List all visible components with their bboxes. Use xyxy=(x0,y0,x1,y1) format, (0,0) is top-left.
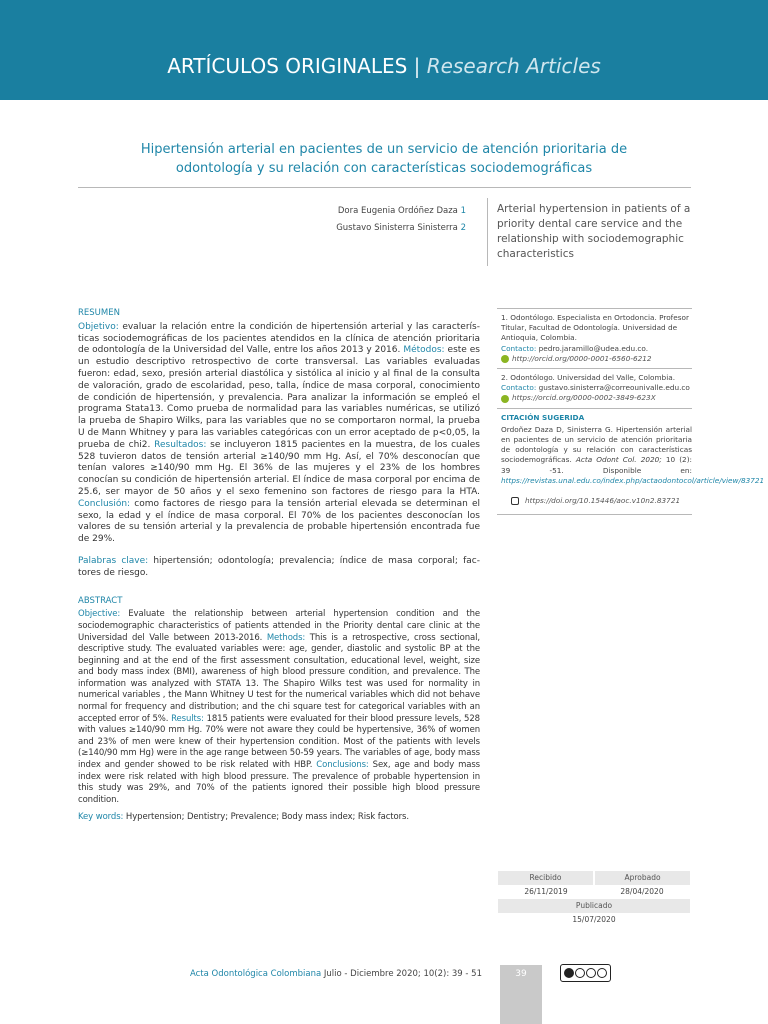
palabras-clave-label: Palabras clave: xyxy=(78,555,149,566)
contact-email[interactable]: gustavo.sinisterra@correounivalle.edu.co xyxy=(538,383,690,393)
key-words xyxy=(78,812,480,824)
author-affiliation-ref[interactable]: 2 xyxy=(460,223,466,233)
publicado-date: 15/07/2020 xyxy=(572,915,616,924)
article-title: Hipertensión arterial en pacientes de un servicio de atención prioritaria de odontología y su relación con características sociodemográficas xyxy=(140,142,628,176)
spacer xyxy=(78,580,480,596)
publicado-label: Publicado xyxy=(498,899,690,913)
suggested-citation xyxy=(497,408,765,516)
cc-icon xyxy=(564,968,574,978)
author-name: Dora Eugenia Ordóñez Daza xyxy=(337,206,458,216)
page-header-band xyxy=(0,0,768,100)
palabras-clave-text: hipertensión; odontología; prevalencia; índice de masa corporal; fac-tores de riesgo. xyxy=(78,555,480,578)
contact-label: Contacto: xyxy=(501,343,537,353)
affiliation-1 xyxy=(497,308,692,368)
citation-ref: 10 (2): 39 -51. Disponible en: xyxy=(501,455,692,475)
spacer xyxy=(78,546,480,556)
objective-label: Objective: xyxy=(78,609,121,620)
metodos-text: este es un estudio descriptivo retrospectivo de corte transversal. Las variables evaluadas fueron: edad, sexo, presión arterial diastólica y sistólica al inicio y al final de la consulta de valoración, grado de escolaridad, peso, talla, índice de masa corporal, conocimiento de condición de hipertensión, y prevalencia. Para analizar la información se empleó el programa Stata13. Como prueba de normalidad para las variables numéricas, se utilizó la prueba de Shapiro Wilks, para las variables que no se comportaron normal, la prueba U de Mann Whitney y para las variables categóricas con un error aceptado de p<0,05, la prueba de chi2. xyxy=(78,345,480,450)
orcid-link-2[interactable] xyxy=(501,393,692,403)
aprobado-date: 28/04/2020 xyxy=(620,887,664,896)
objetivo-label: Objetivo: xyxy=(78,321,119,332)
citation-journal: Acta Odont Col. 2020; xyxy=(575,455,662,465)
section-title xyxy=(0,54,768,78)
main-column xyxy=(78,308,480,824)
doi-url[interactable]: https://doi.org/10.15446/aoc.v10n2.83721 xyxy=(525,496,681,506)
results-label: Results: xyxy=(171,713,204,724)
resumen-section xyxy=(78,308,480,580)
footer-citation xyxy=(160,969,482,979)
author-name: Gustavo Sinisterra Sinisterra xyxy=(336,223,458,233)
methods-label: Methods: xyxy=(266,632,306,643)
palabras-clave xyxy=(78,556,480,580)
section-title-es: ARTÍCULOS ORIGINALES xyxy=(167,54,408,78)
recibido-date: 26/11/2019 xyxy=(524,887,568,896)
orcid-url[interactable]: http://orcid.org/0000-0001-6560-6212 xyxy=(512,353,652,363)
citation-url[interactable]: https://revistas.unal.edu.co/index.php/actaodontocol/article/view/83721 xyxy=(501,475,765,485)
page-number: 39 xyxy=(500,965,542,1024)
aprobado-label: Aprobado xyxy=(595,871,690,885)
abstract-heading: ABSTRACT xyxy=(78,595,123,606)
title-divider xyxy=(78,187,691,188)
conclusions-text: Sex, age and body mass index were risk related with high blood pressure. The prevalence of probable hypertension in this study was 29%, and 70% of the patients ignored their possible high blood pressure condition. xyxy=(78,760,481,805)
title-separator: | xyxy=(413,54,421,78)
author-1 xyxy=(250,203,466,220)
english-title: Arterial hypertension in patients of a priority dental care service and the relationship with sociodemographic characteristics xyxy=(497,203,691,260)
author-affiliation-ref[interactable]: 1 xyxy=(460,206,466,216)
sa-icon xyxy=(597,968,607,978)
publication-dates xyxy=(498,871,690,927)
key-words-label: Key words: xyxy=(78,812,124,823)
objetivo-text: evaluar la relación entre la condición de hipertensión arterial y las caracterís-ticas sociodemográficas de los pacientes atendidos en la clínica de atención prioritaria de odontología de la Universidad del Valle, entre los años 2013 y 2016. xyxy=(78,321,480,356)
citation-body xyxy=(501,424,765,486)
conclusion-label: Conclusión: xyxy=(78,498,131,509)
publicado-header-row xyxy=(498,899,690,913)
cc-by-nc-sa-icon[interactable] xyxy=(560,964,611,982)
affiliation-2-text: 2. Odontólogo. Universidad del Valle, Colombia. xyxy=(501,373,676,383)
orcid-icon xyxy=(501,395,509,403)
dates-value-row xyxy=(498,885,690,899)
section-title-en: Research Articles xyxy=(426,54,601,78)
abstract-body xyxy=(78,609,480,806)
results-text: 1815 patients were evaluated for their blood pressure levels, 528 with values ≥140/90 mm Hg. 70% were not aware they could be hypertensive, 36% of women and 23% of men were knew of their hypertension condition. Most of the patients with levels (≥140/90 mm Hg) were in the age range between 50-59 years. The variables of age, body mass index and gender showed to be risk related with HBP. xyxy=(78,713,480,771)
conclusions-label: Conclusions: xyxy=(316,760,369,771)
doi-icon xyxy=(511,497,519,505)
resumen-body xyxy=(78,322,480,546)
orcid-icon xyxy=(501,355,509,363)
citation-text: Ordoñez Daza D, Sinisterra G. Hipertensión arterial en pacientes de un servicio de atención prioritaria de odontología y su relación con características sociodemográficas. xyxy=(501,424,692,465)
affiliation-1-text: 1. Odontólogo. Especialista en Ortodoncia. Profesor Titular, Facultad de Odontología. Universidad de Antioquia, Colombia. xyxy=(501,313,689,343)
resumen-heading: RESUMEN xyxy=(78,308,120,318)
author-2 xyxy=(250,220,466,237)
by-icon xyxy=(575,968,585,978)
contact-email[interactable]: pedro.jaramillo@udea.edu.co. xyxy=(538,343,649,353)
orcid-url[interactable]: https://orcid.org/0000-0002-3849-623X xyxy=(512,393,656,403)
objective-text: Evaluate the relationship between arterial hypertension condition and the sociodemographic characteristics of patients attended in the Priority dental care clinic at the Universidad del Valle between 2013-2016. xyxy=(78,609,480,643)
footer-issue: Julio - Diciembre 2020; 10(2): 39 - 51 xyxy=(323,969,482,979)
footer-journal: Acta Odontológica Colombiana xyxy=(189,969,322,979)
vertical-divider xyxy=(487,198,488,266)
citation-heading: CITACIÓN SUGERIDA xyxy=(501,412,585,422)
doi-link[interactable] xyxy=(501,496,692,506)
affiliation-1-contact xyxy=(501,344,692,354)
abstract-section xyxy=(78,596,480,824)
affiliation-2-contact xyxy=(501,383,692,393)
key-words-text: Hypertension; Dentistry; Prevalence; Body mass index; Risk factors. xyxy=(125,812,409,823)
resultados-label: Resultados: xyxy=(154,439,207,450)
conclusion-text: como factores de riesgo para la tensión arterial elevada se determinan el sexo, la edad y el índice de masa corporal. El 70% de los pacientes desconocían los valores de su tensión arterial y la prevalencia de probable hipertensión encontrada fue de 29%. xyxy=(78,498,480,545)
sidebar xyxy=(497,308,765,515)
author-list xyxy=(250,203,466,237)
recibido-label: Recibido xyxy=(498,871,593,885)
dates-header-row xyxy=(498,871,690,885)
publicado-value-row xyxy=(498,913,690,927)
resultados-text: se incluyeron 1815 pacientes en la muestra, de los cuales 528 tuvieron datos de tensión arterial ≥140/90 mm Hg. Así, el 70% desconocían que tenían valores ≥140/90 mm Hg. El 36% de las mujeres y el 23% de los hombres conocían su condición de hipertensión arterial. El índice de masa corporal por encima de 25.6, ser mayor de 50 años y el sexo femenino son factores de riesgo para la HTA. xyxy=(78,439,480,497)
contact-label: Contacto: xyxy=(501,383,537,393)
affiliation-2 xyxy=(497,368,692,408)
metodos-label: Métodos: xyxy=(403,345,445,356)
methods-text: This is a retrospective, cross sectional, descriptive study. The evaluated variables were: age, gender, diastolic and systolic BP at the beginning and at the end of the first assessment consultation, educational level, weight, size and body mass index (BMI), awareness of high blood pressure condition, and prevalence. The information was analyzed with STATA 13. The Shapiro Wilks test was used for normality in numerical variables , the Mann Whitney U test for the numerical variables which did not behave normal for frequency and distribution; and the chi square test for categorical variables with an accepted error of 5%. xyxy=(78,632,480,724)
orcid-link-1[interactable] xyxy=(501,354,692,364)
nc-icon xyxy=(586,968,596,978)
